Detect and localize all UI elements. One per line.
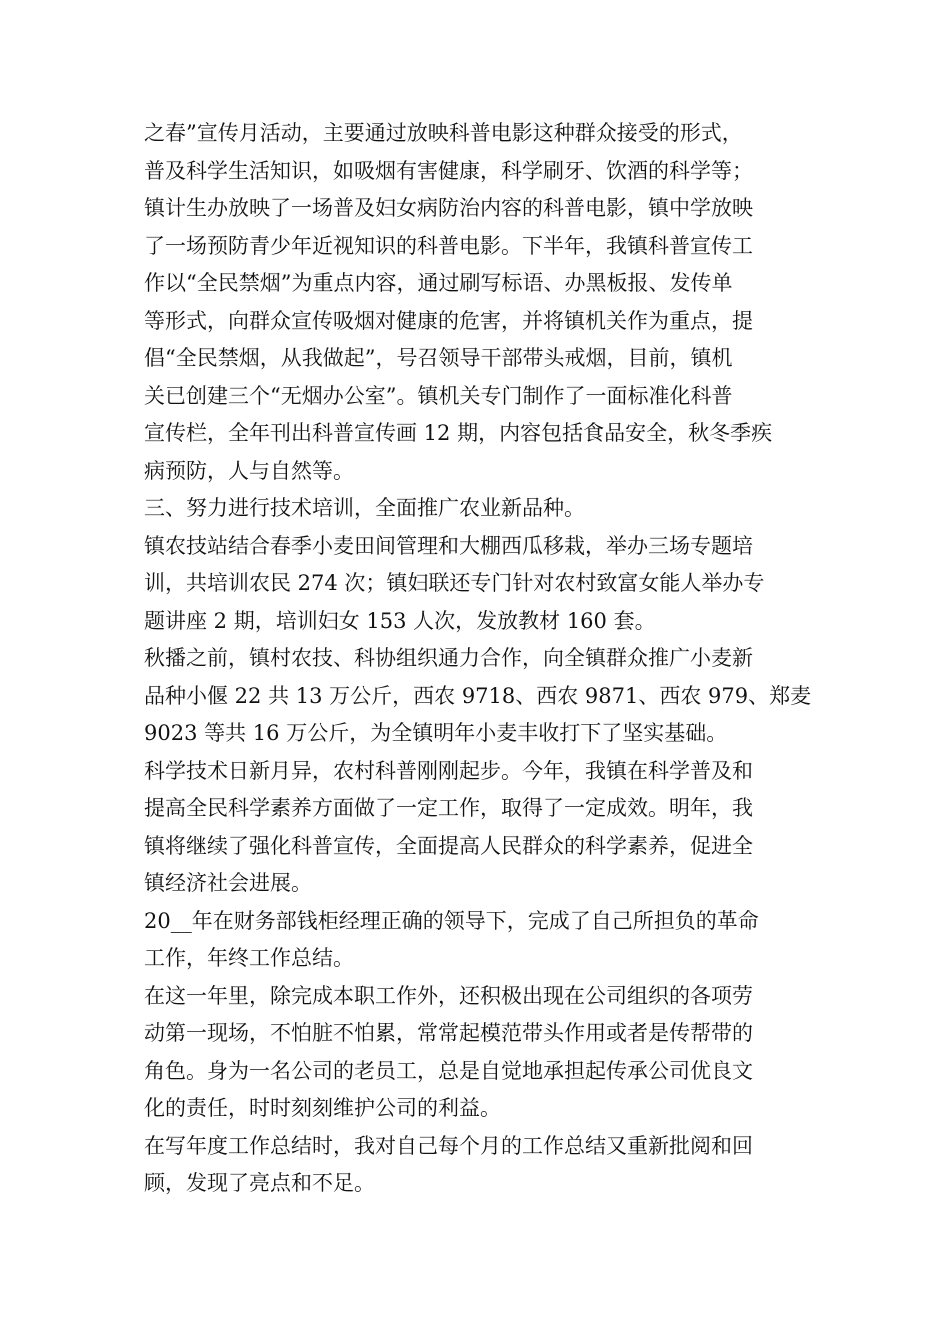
text-line: 宣传栏，全年刊出科普宣传画 12 期，内容包括食品安全，秋冬季疾 — [144, 421, 773, 445]
text-line: 动第一现场，不怕脏不怕累，常常起模范带头作用或者是传帮带的 — [144, 1021, 753, 1045]
text-line: 在写年度工作总结时，我对自己每个月的工作总结又重新批阅和回 — [144, 1133, 753, 1158]
text-line: 提高全民科学素养方面做了一定工作，取得了一定成效。明年，我 — [144, 796, 753, 820]
text-line: 在这一年里，除完成本职工作外，还积极出现在公司组织的各项劳 — [144, 983, 753, 1008]
text-line: 品种小偃 22 共 13 万公斤，西农 9718、西农 9871、西农 979、郑麦 — [144, 683, 812, 708]
text-line: 科学技术日新月异，农村科普刚刚起步。今年，我镇在科学普及和 — [144, 758, 753, 783]
text-line: 20__年在财务部钱柜经理正确的领导下，完成了自己所担负的革命 — [144, 908, 759, 933]
text-line: 化的责任，时时刻刻维护公司的利益。 — [144, 1096, 501, 1120]
text-line: 镇将继续了强化科普宣传，全面提高人民群众的科学素养，促进全 — [144, 833, 753, 858]
text-line: 镇农技站结合春季小麦田间管理和大棚西瓜移栽，举办三场专题培 — [144, 533, 753, 558]
section-heading: 三、努力进行技术培训，全面推广农业新品种。 — [144, 496, 585, 520]
text-line: 病预防，人与自然等。 — [144, 458, 354, 483]
text-line: 镇计生办放映了一场普及妇女病防治内容的科普电影，镇中学放映 — [144, 196, 753, 220]
text-line: 倡“全民禁烟，从我做起”，号召领导干部带头戒烟，目前，镇机 — [144, 346, 733, 370]
text-line: 镇经济社会进展。 — [144, 871, 312, 895]
text-line: 角色。身为一名公司的老员工，总是自觉地承担起传承公司优良文 — [144, 1058, 753, 1083]
text-line: 秋播之前，镇村农技、科协组织通力合作，向全镇群众推广小麦新 — [144, 646, 753, 670]
text-line: 了一场预防青少年近视知识的科普电影。下半年，我镇科普宣传工 — [144, 233, 753, 258]
text-line: 之春”宣传月活动，主要通过放映科普电影这种群众接受的形式， — [144, 121, 743, 145]
text-line: 工作，年终工作总结。 — [144, 946, 354, 970]
text-line: 顾，发现了亮点和不足。 — [144, 1171, 375, 1195]
document-body — [144, 115, 810, 1203]
text-line: 等形式，向群众宣传吸烟对健康的危害，并将镇机关作为重点，提 — [144, 308, 753, 333]
text-line: 作以“全民禁烟”为重点内容，通过刷写标语、办黑板报、发传单 — [144, 271, 733, 295]
text-line: 关已创建三个“无烟办公室”。镇机关专门制作了一面标准化科普 — [144, 383, 733, 408]
text-line: 题讲座 2 期，培训妇女 153 人次，发放教材 160 套。 — [144, 608, 656, 633]
text-line: 普及科学生活知识，如吸烟有害健康，科学刷牙、饮酒的科学等； — [144, 158, 753, 183]
text-line: 9023 等共 16 万公斤，为全镇明年小麦丰收打下了坚实基础。 — [144, 721, 728, 745]
text-line: 训，共培训农民 274 次；镇妇联还专门针对农村致富女能人举办专 — [144, 571, 765, 595]
